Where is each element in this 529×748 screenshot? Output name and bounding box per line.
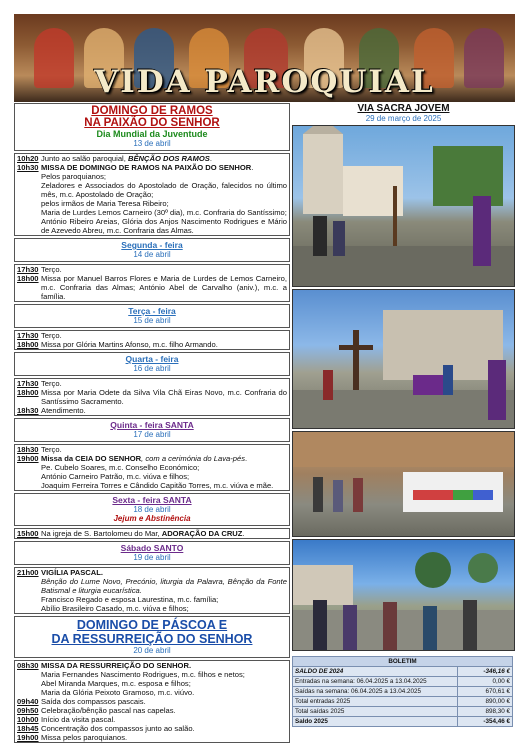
entry-line: Pelos paroquianos; bbox=[41, 172, 107, 181]
entry bbox=[41, 529, 289, 538]
ramos-subtitle: Dia Mundial da Juventude bbox=[96, 129, 208, 139]
time: 17h30 bbox=[17, 331, 39, 340]
day-date: 17 de abril bbox=[133, 430, 171, 439]
time: 15h00 bbox=[17, 529, 39, 538]
photo-church-art bbox=[293, 126, 514, 286]
time: 19h00 bbox=[17, 733, 39, 742]
entry: Missa por Maria Odete da Silva Vila Chã Eiras Novo, m.c. Confraria do Santíssimo Sacramento. bbox=[41, 388, 287, 406]
entry-text: Junto ao salão paroquial, bbox=[41, 154, 128, 163]
day-label: Terça - feira bbox=[128, 306, 176, 316]
quarta-header bbox=[14, 352, 290, 376]
terca-rows bbox=[14, 330, 290, 350]
time: 18h00 bbox=[17, 274, 39, 283]
page-title: VIDA PAROQUIAL bbox=[94, 64, 435, 100]
photo-procession-crowd bbox=[292, 539, 515, 651]
entry-line: António Ribeiro Areias, Glória dos Anjos Nascimento Rodrigues e Mário de Azevedo Abreu, m.c. Confraria das Almas. bbox=[41, 217, 287, 235]
row-label: Total saídas 2025 bbox=[293, 707, 458, 717]
entry-strong: BÊNÇÃO DOS RAMOS bbox=[127, 154, 210, 163]
entry: Celebração/bênção pascal nas capelas. bbox=[41, 706, 176, 715]
time: 18h30 bbox=[17, 406, 39, 415]
quarta-rows bbox=[14, 378, 290, 416]
entry-line: António Carneiro Patrão, m.c. viúva e filhos; bbox=[41, 472, 190, 481]
photo-cross-gathering bbox=[292, 289, 515, 429]
entry-line: Abílio Brasileiro Casado, m.c. viúva e filhos; bbox=[41, 604, 189, 613]
day-label: Segunda - feira bbox=[121, 240, 183, 250]
entry: Terço. bbox=[41, 445, 62, 454]
table-row bbox=[293, 717, 513, 727]
entry-strong: MISSA DE DOMINGO DE RAMOS NA PAIXÃO DO SENHOR bbox=[41, 163, 252, 172]
entry: Terço. bbox=[41, 379, 62, 388]
via-sacra-title: VIA SACRA JOVEM bbox=[357, 103, 450, 114]
day-label: Quarta - feira bbox=[125, 354, 179, 364]
segunda-rows bbox=[14, 264, 290, 302]
entry-line: Pe. Cubelo Soares, m.c. Conselho Económico; bbox=[41, 463, 200, 472]
day-date: 16 de abril bbox=[133, 364, 171, 373]
time: 18h45 bbox=[17, 724, 39, 733]
time: 08h30 bbox=[17, 661, 39, 670]
entry: Terço. bbox=[41, 331, 62, 340]
entry-strong: Missa da CEIA DO SENHOR bbox=[41, 454, 142, 463]
entry-text: Na igreja de S. Bartolomeu do Mar, bbox=[41, 529, 162, 538]
photo-altar-art bbox=[293, 432, 514, 536]
via-sacra-date: 29 de março de 2025 bbox=[365, 114, 442, 123]
entry-text: . bbox=[251, 163, 254, 172]
day-label: Sexta - feira SANTA bbox=[112, 495, 192, 505]
ramos-title-2: NA PAIXÃO DO SENHOR bbox=[84, 117, 220, 129]
ramos-header bbox=[14, 103, 290, 151]
entry: Missa pelos paroquianos. bbox=[41, 733, 128, 742]
photo-church-procession bbox=[292, 125, 515, 287]
segunda-header bbox=[14, 238, 290, 262]
pascoa-rows bbox=[14, 660, 290, 743]
row-label: Saídas na semana: 06.04.2025 a 13.04.2025 bbox=[293, 687, 458, 697]
time: 19h00 bbox=[17, 454, 39, 463]
day-date: 18 de abril bbox=[133, 505, 171, 514]
sabado-rows bbox=[14, 567, 290, 614]
row-value: -346,16 € bbox=[458, 667, 513, 677]
entry-strong: ADORAÇÃO DA CRUZ bbox=[161, 529, 243, 538]
entry-strong: MISSA DA RESSURREIÇÃO DO SENHOR. bbox=[41, 661, 192, 670]
entry-italic: , com a cerimónia do Lava-pés bbox=[141, 454, 245, 463]
entry: Início da visita pascal. bbox=[41, 715, 116, 724]
day-date: 19 de abril bbox=[133, 553, 171, 562]
entry-line: Maria da Glória Peixoto Gramoso, m.c. viúvo. bbox=[41, 688, 195, 697]
entry-text: . bbox=[242, 529, 245, 538]
fasting-note: Jejum e Abstinência bbox=[113, 514, 191, 523]
time: 18h00 bbox=[17, 340, 39, 349]
sabado-header bbox=[14, 541, 290, 565]
boletim-table bbox=[292, 656, 513, 727]
row-value: 670,61 € bbox=[458, 687, 513, 697]
time: 17h30 bbox=[17, 379, 39, 388]
entry-line: pelos irmãos de Maria Teresa Ribeiro; bbox=[41, 199, 169, 208]
photo-outdoor-altar bbox=[292, 431, 515, 537]
table-row bbox=[293, 707, 513, 717]
entry-text: . bbox=[209, 154, 212, 163]
row-label: SALDO DE 2024 bbox=[293, 667, 458, 677]
day-date: 14 de abril bbox=[133, 250, 171, 259]
entry bbox=[41, 154, 289, 163]
time: 17h30 bbox=[17, 265, 39, 274]
entry bbox=[41, 163, 289, 235]
entry-line: Abel Miranda Marques, m.c. esposa e filhos; bbox=[41, 679, 191, 688]
entry-line: Maria Fernandes Nascimento Rodrigues, m.c. filhos e netos; bbox=[41, 670, 245, 679]
entry-italic: Bênção do Lume Novo, Precónio, liturgia da Palavra, Bênção da Fonte Batismal e liturgia eucarística. bbox=[41, 577, 287, 595]
table-row bbox=[293, 687, 513, 697]
pascoa-title-1: DOMINGO DE PÁSCOA E bbox=[76, 618, 228, 632]
time: 18h00 bbox=[17, 388, 39, 397]
sexta-rows bbox=[14, 528, 290, 539]
entry bbox=[41, 568, 289, 613]
photo-cross-art bbox=[293, 290, 514, 428]
time: 18h30 bbox=[17, 445, 39, 454]
photo-crowd-art bbox=[293, 540, 514, 650]
entry bbox=[41, 661, 289, 697]
time: 21h00 bbox=[17, 568, 39, 577]
row-value: 0,00 € bbox=[458, 677, 513, 687]
day-date: 15 de abril bbox=[133, 316, 171, 325]
sexta-header bbox=[14, 493, 290, 526]
table-row bbox=[293, 697, 513, 707]
entry-text: . bbox=[245, 454, 248, 463]
entry-line: Maria de Lurdes Lemos Carneiro (30º dia), m.c. Confraria do Santíssimo; bbox=[41, 208, 287, 217]
pascoa-date: 20 de abril bbox=[133, 646, 171, 655]
time: 09h50 bbox=[17, 706, 39, 715]
ramos-date: 13 de abril bbox=[133, 139, 171, 148]
time: 10h00 bbox=[17, 715, 39, 724]
row-value: 890,00 € bbox=[458, 697, 513, 707]
boletim-title: BOLETIM bbox=[293, 657, 513, 667]
day-label: Quinta - feira SANTA bbox=[110, 420, 194, 430]
header-banner bbox=[14, 14, 515, 102]
entry: Missa por Manuel Barros Flores e Maria de Lurdes de Lemos Carneiro, m.c. Confraria das Almas; António Abel de Carvalho (aniv.), m.c. a família. bbox=[41, 274, 287, 301]
ramos-rows bbox=[14, 153, 290, 236]
entry: Terço. bbox=[41, 265, 62, 274]
entry: Missa por Glória Martins Afonso, m.c. filho Armando. bbox=[41, 340, 218, 349]
photo-column bbox=[292, 103, 515, 727]
day-label: Sábado SANTO bbox=[120, 543, 184, 553]
pascoa-title-2: DA RESSURREIÇÃO DO SENHOR bbox=[51, 632, 253, 646]
time: 10h20 bbox=[17, 154, 39, 163]
entry bbox=[41, 454, 289, 490]
pascoa-header bbox=[14, 616, 290, 658]
terca-header bbox=[14, 304, 290, 328]
entry-strong: VIGÍLIA PASCAL. bbox=[41, 568, 104, 577]
entry-line: Joaquim Ferreira Torres e Cândido Capitão Torres, m.c. viúva e mãe. bbox=[41, 481, 274, 490]
row-label: Saldo 2025 bbox=[293, 717, 458, 727]
quinta-header bbox=[14, 418, 290, 442]
ramos-title-1: DOMINGO DE RAMOS bbox=[91, 105, 213, 117]
table-row bbox=[293, 677, 513, 687]
entry: Concentração dos compassos junto ao salão. bbox=[41, 724, 195, 733]
entry: Saída dos compassos pascais. bbox=[41, 697, 146, 706]
time: 09h40 bbox=[17, 697, 39, 706]
time: 10h30 bbox=[17, 163, 39, 172]
entry-line: Zeladores e Associados do Apostolado de Oração, falecidos no último mês, m.c. Apostolado de Oração; bbox=[41, 181, 287, 199]
row-value: -354,46 € bbox=[458, 717, 513, 727]
quinta-rows bbox=[14, 444, 290, 491]
table-row bbox=[293, 667, 513, 677]
schedule-column bbox=[14, 103, 290, 745]
row-value: 898,30 € bbox=[458, 707, 513, 717]
row-label: Entradas na semana: 06.04.2025 a 13.04.2025 bbox=[293, 677, 458, 687]
entry: Atendimento. bbox=[41, 406, 86, 415]
entry-line: Francisco Regado e esposa Laurestina, m.c. família; bbox=[41, 595, 219, 604]
row-label: Total entradas 2025 bbox=[293, 697, 458, 707]
